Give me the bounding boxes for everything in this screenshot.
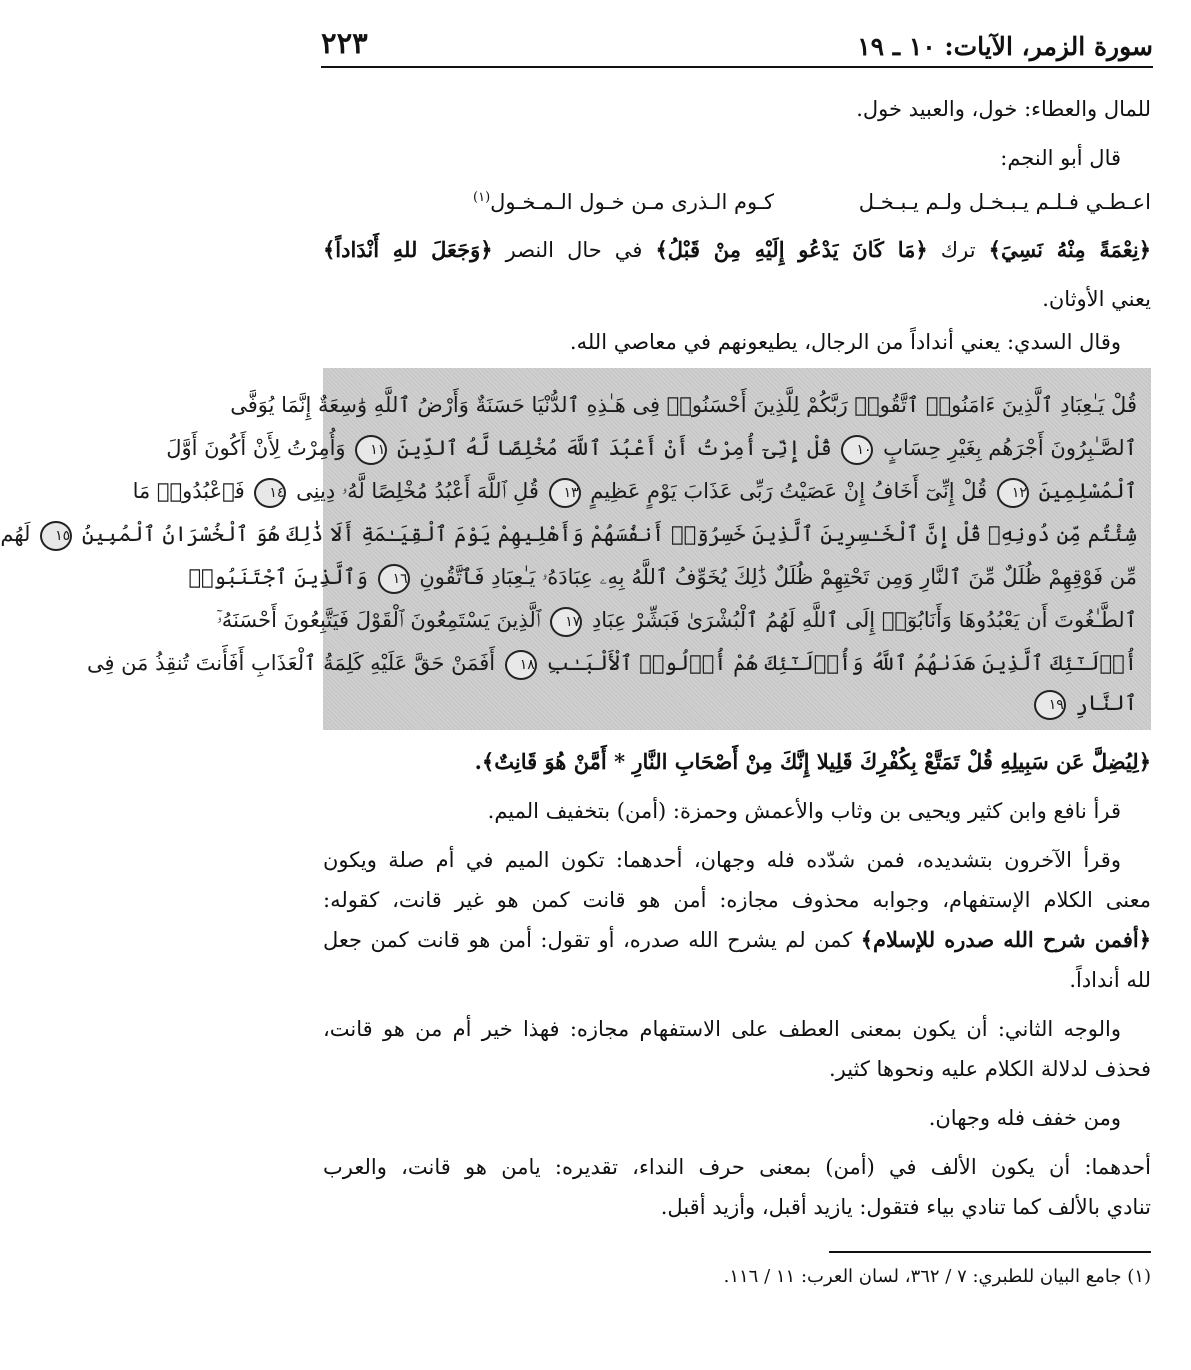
quran-text: ٱلصَّـٰبِرُونَ أَجْرَهُم بِغَيْرِ حِسَابٍ xyxy=(883,436,1137,460)
text-line: والوجه الثاني: أن يكون بمعنى العطف على الاستفهام مجازه: فهذا خير أم من هو قانت، xyxy=(323,1017,1121,1041)
text-line: وقرأ الآخرون بتشديده، فمن شدّده فله وجهان، أحدهما: تكون الميم في أم صلة ويكون xyxy=(323,848,1121,872)
ayah-number-marker: ١٢ xyxy=(997,478,1029,508)
quran-line xyxy=(166,433,1137,465)
verse-quote: ﴿مَا كَانَ يَدْعُو إِلَيْهِ مِنْ قَبْلُ﴾ xyxy=(655,237,928,262)
footnote-divider xyxy=(829,1251,1151,1253)
text-run: في حال النصر xyxy=(492,238,656,262)
text-line: يعني الأوثان. xyxy=(1042,287,1151,311)
text-line xyxy=(323,926,1151,954)
ayah-number-marker: ١٦ xyxy=(378,564,410,594)
page-number: ٢٢٣ xyxy=(321,26,368,60)
ayah-number-marker: ١٤ xyxy=(254,478,286,508)
quran-text: أَفَمَنْ حَقَّ عَلَيْهِ كَلِمَةُ ٱلْعَذَابِ أَفَأَنتَ تُنقِذُ مَن فِى xyxy=(86,651,496,675)
text-run: ترك xyxy=(927,238,989,262)
quran-text: وَٱلَّذِينَ ٱجْتَنَبُوا۟ xyxy=(188,565,368,589)
ayah-number-marker: ١٠ xyxy=(841,435,873,465)
running-header xyxy=(321,26,1153,68)
poem-hemistich-right: اعـطـي فـلـم يـبـخـل ولـم يـبـخـل xyxy=(858,190,1151,214)
ayah-number-marker: ١٥ xyxy=(40,521,72,551)
quran-text: قُلْ إِنِّىٓ أُمِرْتُ أَنْ أَعْبُدَ ٱللَّهَ مُخْلِصًا لَّهُ ٱلدِّينَ xyxy=(396,436,832,460)
quran-text: ٱلَّذِينَ يَسْتَمِعُونَ ٱلْقَوْلَ فَيَتَّبِعُونَ أَحْسَنَهُۥٓ xyxy=(216,608,541,632)
text-line: لله أنداداً. xyxy=(1069,968,1151,992)
text-line: وقال السدي: يعني أنداداً من الرجال، يطيعونهم في معاصي الله. xyxy=(569,330,1121,354)
quran-text: لَهُم xyxy=(0,522,31,546)
footnote: (١) جامع البيان للطبري: ٧ / ٣٦٢، لسان العرب: ١١ / ١١٦. xyxy=(723,1266,1151,1287)
poem-intro: قال أبو النجم: xyxy=(1000,146,1121,170)
text-line: أحدهما: أن يكون الألف في (أمن) بمعنى حرف النداء، تقديره: يامن هو قانت، والعرب xyxy=(323,1155,1151,1179)
ayah-number-marker: ١٩ xyxy=(1034,690,1066,720)
quran-text: أُو۟لَـٰٓئِكَ ٱلَّذِينَ هَدَىٰهُمُ ٱللَّهُ وَأُو۟لَـٰٓئِكَ هُمْ أُو۟لُوا۟ ٱلْأَلْبَـٰبِ xyxy=(546,651,1137,675)
ayah-number-marker: ١٧ xyxy=(550,607,582,637)
quran-text: مِّن فَوْقِهِمْ ظُلَلٌ مِّنَ ٱلنَّارِ وَمِن تَحْتِهِمْ ظُلَلٌ ذَٰلِكَ يُخَوِّفُ ٱللَّهُ بِهِۦ عِبَادَهُۥ يَـٰعِبَادِ فَٱتَّقُونِ xyxy=(419,565,1137,589)
quran-line xyxy=(132,476,1137,508)
text-line: قرأ نافع وابن كثير ويحيى بن وثاب والأعمش وحمزة: (أمن) بتخفيف الميم. xyxy=(487,799,1121,823)
poem-hemistich-left xyxy=(473,190,774,214)
quran-verses-box xyxy=(0,368,1151,730)
quran-line xyxy=(337,688,1137,720)
text-line: معنى الكلام الإستفهام، وجوابه محذوف مجازه: أمن هو قانت كمن هو غير قانت، كقوله: xyxy=(323,888,1151,912)
quran-text: ٱلنَّارِ xyxy=(1075,691,1137,715)
quran-text: قُلْ إِنِّىٓ أَخَافُ إِنْ عَصَيْتُ رَبِّى عَذَابَ يَوْمٍ عَظِيمٍ xyxy=(590,479,988,503)
header-title: سورة الزمر، الآيات: ١٠ ـ ١٩ xyxy=(857,32,1153,61)
quran-text: ٱلْمُسْلِمِينَ xyxy=(1038,479,1137,503)
quran-line xyxy=(0,519,1137,551)
quran-line xyxy=(230,390,1137,420)
verse-quote: ﴿أفمن شرح الله صدره للإسلام﴾ xyxy=(860,927,1151,952)
verse-quote: ﴿نِعْمَةً مِنْهُ نَسِيَ﴾ xyxy=(988,237,1151,262)
quran-line xyxy=(216,605,1137,637)
quran-text: فَٱعْبُدُوا۟ مَا xyxy=(132,479,245,503)
footnote-marker: (١) xyxy=(473,190,491,205)
quran-text: قُلْ يَـٰعِبَادِ ٱلَّذِينَ ءَامَنُوا۟ ٱتَّقُوا۟ رَبَّكُمْ لِلَّذِينَ أَحْسَنُوا۟ فِى هَـٰذِهِ ٱلدُّنْيَا حَسَنَةٌ وَأَرْضُ ٱللَّهِ وَٰسِعَةٌ إِنَّمَا يُوَفَّى xyxy=(230,393,1137,417)
ayah-number-marker: ١١ xyxy=(355,435,387,465)
verse-quote-line: ﴿لِيُضِلَّ عَن سَبِيلِهِ قُلْ تَمَتَّعْ بِكُفْرِكَ قَلِيلا إِنَّكَ مِنْ أَصْحَابِ النَّارِ * أَمَّنْ هُوَ قَانِتٌ﴾. xyxy=(474,749,1151,774)
quran-text: شِئْتُم مِّن دُونِهِۦ قُلْ إِنَّ ٱلْخَـٰسِرِينَ ٱلَّذِينَ خَسِرُوٓا۟ أَنفُسَهُمْ وَأَهْلِيهِمْ يَوْمَ ٱلْقِيَـٰمَةِ أَلَا ذَٰلِكَ هُوَ ٱلْخُسْرَانُ ٱلْمُبِينُ xyxy=(81,522,1137,546)
poem-hemistich-left-text: كـوم الـذرى مـن خـول الـمـخـول xyxy=(490,190,774,214)
quran-line xyxy=(188,562,1137,594)
quran-text: قُلِ ٱللَّهَ أَعْبُدُ مُخْلِصًا لَّهُۥ دِينِى xyxy=(296,479,539,503)
verse-quote: ﴿وَجَعَلَ للهِ أَنْدَاداً﴾ xyxy=(323,237,493,262)
ayah-number-marker: ١٨ xyxy=(505,650,537,680)
text-line: ومن خفف فله وجهان. xyxy=(928,1106,1121,1130)
text-line: فحذف لدلالة الكلام عليه ونحوها كثير. xyxy=(828,1057,1151,1081)
quran-text: وَأُمِرْتُ لِأَنْ أَكُونَ أَوَّلَ xyxy=(166,436,346,460)
text-line: تنادي بالألف كما تنادي بياء فتقول: يازيد أقبل، وأزيد أقبل. xyxy=(660,1195,1151,1219)
text-line: للمال والعطاء: خول، والعبيد خول. xyxy=(856,97,1151,121)
quran-line xyxy=(86,648,1137,680)
quran-text: ٱلطَّـٰغُوتَ أَن يَعْبُدُوهَا وَأَنَابُوٓا۟ إِلَى ٱللَّهِ لَهُمُ ٱلْبُشْرَىٰ فَبَشِّرْ عِبَادِ xyxy=(591,608,1137,632)
ayah-number-marker: ١٣ xyxy=(549,478,581,508)
text-run: كمن لم يشرح الله صدره، أو تقول: أمن هو قانت كمن جعل xyxy=(323,928,861,952)
text-line-verse-refs xyxy=(323,236,1151,264)
